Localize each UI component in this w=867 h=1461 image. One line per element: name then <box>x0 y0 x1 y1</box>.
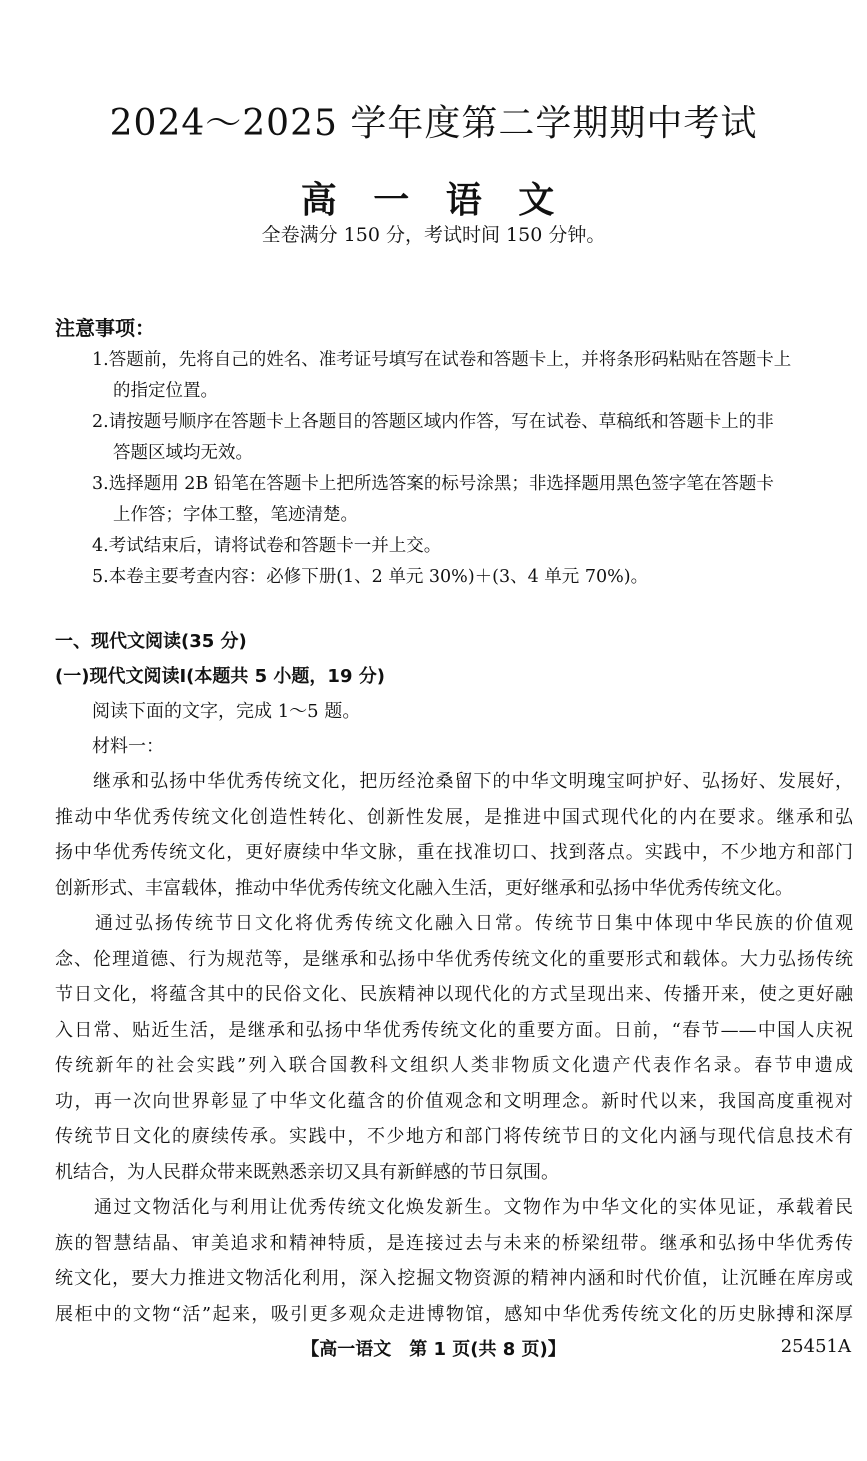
passage-line: 扬中华优秀传统文化，更好赓续中华文脉，重在找准切口、找到落点。实践中，不少地方和部门 <box>55 842 853 863</box>
note-line: 3.选择题用 2B 铅笔在答题卡上把所选答案的标号涂黑；非选择题用黑色签字笔在答题卡 <box>92 474 774 494</box>
passage-line: 入日常、贴近生活，是继承和弘扬中华优秀传统文化的重要方面。日前，“春节——中国人庆祝 <box>55 1019 853 1041</box>
exam-code: 25451A <box>780 1336 851 1357</box>
notes-title: 注意事项： <box>55 316 155 340</box>
passage-body <box>55 764 853 1332</box>
note-line: 2.请按题号顺序在答题卡上各题目的答题区域内作答，写在试卷、草稿纸和答题卡上的非 <box>92 412 774 432</box>
passage-line: 通过文物活化与利用让优秀传统文化焕发新生。文物作为中华文化的实体见证，承载着民 <box>55 1197 853 1218</box>
material-label: 材料一： <box>92 736 164 757</box>
note-line-cont: 答题区域均无效。 <box>113 443 253 463</box>
note-line: 4.考试结束后，请将试卷和答题卡一并上交。 <box>92 536 442 556</box>
passage-line: 通过弘扬传统节日文化将优秀传统文化融入日常。传统节日集中体现中华民族的价值观 <box>55 913 853 934</box>
section-heading: 一、现代文阅读(35 分) <box>55 631 247 652</box>
passage-line: 创新形式、丰富载体，推动中华优秀传统文化融入生活，更好继承和弘扬中华优秀传统文化。 <box>55 877 793 899</box>
note-item <box>92 345 862 407</box>
passage-line: 传统节日文化的赓续传承。实践中，不少地方和部门将传统节日的文化内涵与现代信息技术有 <box>55 1126 853 1147</box>
note-item <box>92 531 862 562</box>
passage-line: 传统新年的社会实践”列入联合国教科文组织人类非物质文化遗产代表作名录。春节申遗成 <box>55 1055 853 1076</box>
passage-line: 念、伦理道德、行为规范等，是继承和弘扬中华优秀传统文化的重要形式和载体。大力弘扬传统 <box>55 948 853 970</box>
note-line: 1.答题前，先将自己的姓名、准考证号填写在试卷和答题卡上，并将条形码粘贴在答题卡上 <box>92 350 792 370</box>
passage-line: 节日文化，将蕴含其中的民俗文化、民族精神以现代化的方式呈现出来、传播开来，使之更好融 <box>55 984 853 1005</box>
subsection-heading: (一)现代文阅读Ⅰ(本题共 5 小题，19 分) <box>55 666 385 687</box>
note-line-cont: 的指定位置。 <box>113 381 218 401</box>
passage-line: 统文化，要大力推进文物活化利用，深入挖掘文物资源的精神内涵和时代价值，让沉睡在库房或 <box>55 1268 853 1289</box>
notes-list <box>92 345 862 593</box>
passage-line: 展柜中的文物“活”起来，吸引更多观众走进博物馆，感知中华优秀传统文化的历史脉搏和深厚 <box>55 1303 853 1325</box>
note-line-cont: 上作答；字体工整，笔迹清楚。 <box>113 505 358 525</box>
score-info: 全卷满分 150 分，考试时间 150 分钟。 <box>261 224 606 246</box>
passage-line: 机结合，为人民群众带来既熟悉亲切又具有新鲜感的节日氛围。 <box>55 1161 559 1183</box>
passage-line: 功，再一次向世界彰显了中华文化蕴含的价值观念和文明理念。新时代以来，我国高度重视对 <box>55 1090 853 1112</box>
note-item <box>92 407 862 469</box>
exam-title: 2024～2025 学年度第二学期期中考试 <box>109 103 758 144</box>
passage-line: 族的智慧结晶、审美追求和精神特质，是连接过去与未来的桥梁纽带。继承和弘扬中华优秀传 <box>55 1232 853 1254</box>
passage-line: 继承和弘扬中华优秀传统文化，把历经沧桑留下的中华文明瑰宝呵护好、弘扬好、发展好， <box>55 771 853 792</box>
note-item <box>92 469 862 531</box>
reading-instruction: 阅读下面的文字，完成 1～5 题。 <box>92 701 361 722</box>
note-item <box>92 562 862 593</box>
note-line: 5.本卷主要考查内容：必修下册(1、2 单元 30%)＋(3、4 单元 70%)。 <box>92 567 649 587</box>
page-footer: 【高一语文 第 1 页(共 8 页)】 <box>301 1339 566 1360</box>
subject-title: 高 一 语 文 <box>300 180 567 221</box>
passage-line: 推动中华优秀传统文化创造性转化、创新性发展，是推进中国式现代化的内在要求。继承和弘 <box>55 806 853 828</box>
